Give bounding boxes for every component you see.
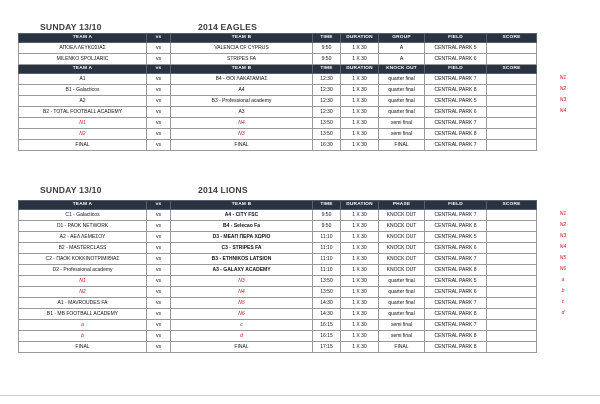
cell-team-a: A2 - ΑΕΛ ΛΕΜΕΣΟΥ — [19, 232, 147, 243]
lions-date: SUNDAY 13/10 — [40, 185, 102, 195]
cell-score — [487, 265, 537, 276]
cell-team-b: C3 - STRIPES FA — [171, 243, 313, 254]
cell-score — [487, 107, 537, 118]
cell-vs: vs — [147, 74, 171, 85]
cell-duration: 1 X 30 — [341, 287, 379, 298]
cell-duration: 1 X 30 — [341, 309, 379, 320]
bracket-label: N3 — [559, 233, 567, 239]
cell-time: 17:15 — [313, 342, 341, 353]
table-row — [19, 107, 537, 118]
header-score: SCORE — [487, 34, 537, 43]
cell-team-b: STRIPES FA — [171, 54, 313, 65]
cell-duration: 1 X 30 — [341, 129, 379, 140]
cell-vs: vs — [147, 276, 171, 287]
table-header-row — [19, 34, 537, 43]
cell-time: 13:50 — [313, 276, 341, 287]
header-team-a: TEAM A — [19, 201, 147, 210]
table-row — [19, 309, 537, 320]
cell-time: 13:50 — [313, 118, 341, 129]
bracket-label: N3 — [559, 97, 567, 103]
cell-team-a: N2 — [19, 287, 147, 298]
cell-team-b: N6 — [171, 309, 313, 320]
header-duration: DURATION — [341, 201, 379, 210]
header-team-a: TEAM A — [19, 34, 147, 43]
header-time: TIME — [313, 34, 341, 43]
cell-field: CENTRAL PARK 8 — [425, 342, 487, 353]
cell-score — [487, 74, 537, 85]
bracket-label: N4 — [559, 108, 567, 114]
header-time: TIME — [313, 65, 341, 74]
cell-duration: 1 X 30 — [341, 320, 379, 331]
cell-phase: KNOCK OUT — [379, 254, 425, 265]
table-row — [19, 342, 537, 353]
cell-score — [487, 232, 537, 243]
cell-score — [487, 254, 537, 265]
cell-phase: KNOCK OUT — [379, 221, 425, 232]
cell-duration: 1 X 30 — [341, 107, 379, 118]
header-time: TIME — [313, 201, 341, 210]
cell-phase: FINAL — [379, 140, 425, 151]
cell-team-b: A3 - GALAXY ACADEMY — [171, 265, 313, 276]
cell-team-b: B4 - Selecao Fa — [171, 221, 313, 232]
cell-phase: semi final — [379, 129, 425, 140]
cell-team-b: B3 - Professional academy — [171, 96, 313, 107]
header-team-a: TEAM A — [19, 65, 147, 74]
lions-section-heading — [0, 185, 600, 199]
cell-field: CENTRAL PARK 5 — [425, 43, 487, 54]
bracket-label: N2 — [559, 222, 567, 228]
cell-team-b: B4 - ΘΟΙ ΛΑΚΑΤΑΜΙΑΣ — [171, 74, 313, 85]
cell-field: CENTRAL PARK 8 — [425, 221, 487, 232]
bracket-label: N6 — [559, 266, 567, 272]
cell-vs: vs — [147, 129, 171, 140]
cell-phase: quarter final — [379, 107, 425, 118]
cell-field: CENTRAL PARK 6 — [425, 107, 487, 118]
cell-time: 11:10 — [313, 265, 341, 276]
cell-phase: quarter final — [379, 287, 425, 298]
cell-duration: 1 X 30 — [341, 140, 379, 151]
table-row — [19, 129, 537, 140]
cell-field: CENTRAL PARK 8 — [425, 85, 487, 96]
cell-field: CENTRAL PARK 7 — [425, 320, 487, 331]
cell-field: CENTRAL PARK 6 — [425, 243, 487, 254]
cell-team-b: FINAL — [171, 342, 313, 353]
table-row — [19, 54, 537, 65]
eagles-date: SUNDAY 13/10 — [40, 22, 102, 32]
cell-duration: 1 X 30 — [341, 221, 379, 232]
cell-field: CENTRAL PARK 6 — [425, 54, 487, 65]
bracket-label: N1 — [559, 211, 567, 217]
cell-field: CENTRAL PARK 5 — [425, 232, 487, 243]
cell-team-a: B2 - TOTAL FOOTBALL ACADEMY — [19, 107, 147, 118]
cell-duration: 1 X 30 — [341, 43, 379, 54]
bracket-label: d — [561, 310, 565, 316]
header-score: SCORE — [487, 65, 537, 74]
cell-phase: quarter final — [379, 74, 425, 85]
cell-field: CENTRAL PARK 7 — [425, 210, 487, 221]
table-row — [19, 243, 537, 254]
cell-team-b: N4 — [171, 118, 313, 129]
cell-time: 12:30 — [313, 107, 341, 118]
header-phase: KNOCK OUT — [379, 65, 425, 74]
table-row — [19, 96, 537, 107]
cell-field: CENTRAL PARK 7 — [425, 118, 487, 129]
cell-vs: vs — [147, 232, 171, 243]
cell-team-a: b — [19, 331, 147, 342]
cell-phase: quarter final — [379, 309, 425, 320]
cell-vs: vs — [147, 221, 171, 232]
cell-vs: vs — [147, 54, 171, 65]
header-score: SCORE — [487, 201, 537, 210]
cell-phase: semi final — [379, 118, 425, 129]
header-duration: DURATION — [341, 34, 379, 43]
cell-team-a: B1 - Galacticos — [19, 85, 147, 96]
cell-team-a: A2 — [19, 96, 147, 107]
cell-vs: vs — [147, 243, 171, 254]
header-vs: vs — [147, 65, 171, 74]
cell-team-a: N2 — [19, 129, 147, 140]
cell-score — [487, 140, 537, 151]
cell-phase: quarter final — [379, 276, 425, 287]
bracket-label: c — [561, 299, 565, 305]
bracket-label: N2 — [559, 86, 567, 92]
cell-score — [487, 298, 537, 309]
cell-score — [487, 342, 537, 353]
cell-team-a: FINAL — [19, 342, 147, 353]
table-row — [19, 118, 537, 129]
cell-phase: KNOCK OUT — [379, 243, 425, 254]
cell-time: 11:10 — [313, 243, 341, 254]
cell-time: 16:15 — [313, 320, 341, 331]
cell-duration: 1 X 30 — [341, 331, 379, 342]
table-header-row — [19, 201, 537, 210]
cell-duration: 1 X 30 — [341, 265, 379, 276]
table-row — [19, 210, 537, 221]
cell-field: CENTRAL PARK 8 — [425, 331, 487, 342]
cell-duration: 1 X 30 — [341, 298, 379, 309]
cell-phase: A — [379, 54, 425, 65]
cell-duration: 1 X 30 — [341, 276, 379, 287]
bottom-divider — [0, 395, 600, 396]
cell-duration: 1 X 30 — [341, 118, 379, 129]
cell-score — [487, 276, 537, 287]
cell-time: 16:15 — [313, 331, 341, 342]
cell-score — [487, 331, 537, 342]
header-team-b: TEAM B — [171, 34, 313, 43]
cell-time: 11:10 — [313, 232, 341, 243]
cell-phase: KNOCK OUT — [379, 265, 425, 276]
cell-vs: vs — [147, 342, 171, 353]
cell-team-b: B3 - ETHNIKOS LATSION — [171, 254, 313, 265]
cell-team-a: ΑΠΟΕΛ ΛΕΥΚΩΣΙΑΣ — [19, 43, 147, 54]
cell-time: 9:50 — [313, 210, 341, 221]
cell-vs: vs — [147, 331, 171, 342]
cell-field: CENTRAL PARK 5 — [425, 96, 487, 107]
header-team-b: TEAM B — [171, 65, 313, 74]
bracket-label: N4 — [559, 244, 567, 250]
cell-team-a: D2 - Professional academy — [19, 265, 147, 276]
cell-vs: vs — [147, 85, 171, 96]
cell-score — [487, 221, 537, 232]
cell-score — [487, 243, 537, 254]
cell-phase: FINAL — [379, 342, 425, 353]
cell-phase: A — [379, 43, 425, 54]
table-row — [19, 74, 537, 85]
bracket-label: N5 — [559, 255, 567, 261]
cell-duration: 1 X 30 — [341, 54, 379, 65]
header-vs: vs — [147, 34, 171, 43]
cell-team-a: N1 — [19, 118, 147, 129]
cell-vs: vs — [147, 309, 171, 320]
header-field: FIELD — [425, 201, 487, 210]
table-row — [19, 232, 537, 243]
cell-field: CENTRAL PARK 7 — [425, 140, 487, 151]
header-field: FIELD — [425, 65, 487, 74]
cell-team-b: FINAL — [171, 140, 313, 151]
cell-score — [487, 210, 537, 221]
cell-time: 9:50 — [313, 221, 341, 232]
cell-field: CENTRAL PARK 7 — [425, 74, 487, 85]
cell-team-b: N3 — [171, 129, 313, 140]
cell-score — [487, 309, 537, 320]
table-row — [19, 287, 537, 298]
cell-score — [487, 43, 537, 54]
eagles-title: 2014 EAGLES — [198, 22, 258, 32]
cell-vs: vs — [147, 287, 171, 298]
cell-vs: vs — [147, 118, 171, 129]
cell-duration: 1 X 30 — [341, 96, 379, 107]
cell-team-a: A1 — [19, 74, 147, 85]
cell-time: 11:10 — [313, 254, 341, 265]
header-phase: PHASE — [379, 201, 425, 210]
table-row — [19, 254, 537, 265]
cell-team-a: B2 - MASTERCLASS — [19, 243, 147, 254]
cell-score — [487, 85, 537, 96]
cell-field: CENTRAL PARK 7 — [425, 298, 487, 309]
cell-field: CENTRAL PARK 8 — [425, 129, 487, 140]
cell-duration: 1 X 30 — [341, 232, 379, 243]
table-row — [19, 320, 537, 331]
cell-score — [487, 287, 537, 298]
cell-field: CENTRAL PARK 8 — [425, 309, 487, 320]
cell-phase: quarter final — [379, 298, 425, 309]
cell-team-a: C1 - Galacticos — [19, 210, 147, 221]
cell-time: 9:50 — [313, 43, 341, 54]
cell-phase: semi final — [379, 331, 425, 342]
bracket-label: a — [561, 277, 565, 283]
cell-team-a: MILENKO SPOLJARIC — [19, 54, 147, 65]
table-header-row — [19, 65, 537, 74]
cell-time: 16:30 — [313, 140, 341, 151]
cell-field: CENTRAL PARK 5 — [425, 276, 487, 287]
cell-team-b: A3 — [171, 107, 313, 118]
cell-team-a: B1 - MB FOOTBALL ACADEMY — [19, 309, 147, 320]
cell-team-a: a — [19, 320, 147, 331]
cell-field: CENTRAL PARK 6 — [425, 287, 487, 298]
table-row — [19, 43, 537, 54]
bracket-label: b — [561, 288, 565, 294]
cell-vs: vs — [147, 320, 171, 331]
cell-vs: vs — [147, 210, 171, 221]
cell-team-b: D3 - ΜΕΑΠ ΠΕΡΑ ΧΩΡΙΟ — [171, 232, 313, 243]
lions-schedule-table — [18, 200, 537, 353]
cell-team-b: A4 - CITY FSC — [171, 210, 313, 221]
cell-score — [487, 118, 537, 129]
cell-team-a: C2 - ΠΑΟΚ ΚΟΚΚΙΝΟΤΡΙΜΙΘΙΑΣ — [19, 254, 147, 265]
cell-vs: vs — [147, 254, 171, 265]
cell-time: 12:30 — [313, 85, 341, 96]
header-phase: GROUP — [379, 34, 425, 43]
cell-time: 13:50 — [313, 287, 341, 298]
header-team-b: TEAM B — [171, 201, 313, 210]
cell-vs: vs — [147, 140, 171, 151]
cell-team-a: A1 - MAVROUDES FA — [19, 298, 147, 309]
table-row — [19, 85, 537, 96]
eagles-schedule-table — [18, 33, 537, 151]
cell-vs: vs — [147, 265, 171, 276]
cell-phase: quarter final — [379, 96, 425, 107]
cell-time: 9:50 — [313, 54, 341, 65]
cell-team-a: FINAL — [19, 140, 147, 151]
cell-vs: vs — [147, 107, 171, 118]
lions-title: 2014 LIONS — [198, 185, 248, 195]
bracket-label: N1 — [559, 75, 567, 81]
table-row — [19, 265, 537, 276]
table-row — [19, 331, 537, 342]
cell-team-b: N5 — [171, 298, 313, 309]
cell-field: CENTRAL PARK 8 — [425, 265, 487, 276]
cell-score — [487, 320, 537, 331]
cell-phase: semi final — [379, 320, 425, 331]
cell-duration: 1 X 30 — [341, 210, 379, 221]
cell-team-b: N4 — [171, 287, 313, 298]
cell-team-a: N1 — [19, 276, 147, 287]
cell-score — [487, 54, 537, 65]
cell-phase: quarter final — [379, 85, 425, 96]
cell-duration: 1 X 30 — [341, 254, 379, 265]
cell-team-b: d — [171, 331, 313, 342]
header-field: FIELD — [425, 34, 487, 43]
cell-time: 14:30 — [313, 298, 341, 309]
cell-score — [487, 129, 537, 140]
cell-vs: vs — [147, 43, 171, 54]
header-duration: DURATION — [341, 65, 379, 74]
table-row — [19, 276, 537, 287]
cell-phase: KNOCK OUT — [379, 232, 425, 243]
cell-duration: 1 X 30 — [341, 85, 379, 96]
cell-duration: 1 X 30 — [341, 74, 379, 85]
cell-time: 13:50 — [313, 129, 341, 140]
cell-team-a: D1 - PAOK NETWORK — [19, 221, 147, 232]
cell-time: 12:30 — [313, 74, 341, 85]
table-row — [19, 298, 537, 309]
header-vs: vs — [147, 201, 171, 210]
cell-duration: 1 X 30 — [341, 342, 379, 353]
cell-phase: KNOCK OUT — [379, 210, 425, 221]
cell-field: CENTRAL PARK 7 — [425, 254, 487, 265]
cell-team-b: A4 — [171, 85, 313, 96]
cell-duration: 1 X 30 — [341, 243, 379, 254]
cell-vs: vs — [147, 298, 171, 309]
cell-vs: vs — [147, 96, 171, 107]
cell-time: 12:30 — [313, 96, 341, 107]
cell-team-b: N3 — [171, 276, 313, 287]
table-row — [19, 140, 537, 151]
cell-score — [487, 96, 537, 107]
cell-time: 14:30 — [313, 309, 341, 320]
cell-team-b: VALENCIA CF CYPRUS — [171, 43, 313, 54]
cell-team-b: c — [171, 320, 313, 331]
table-row — [19, 221, 537, 232]
